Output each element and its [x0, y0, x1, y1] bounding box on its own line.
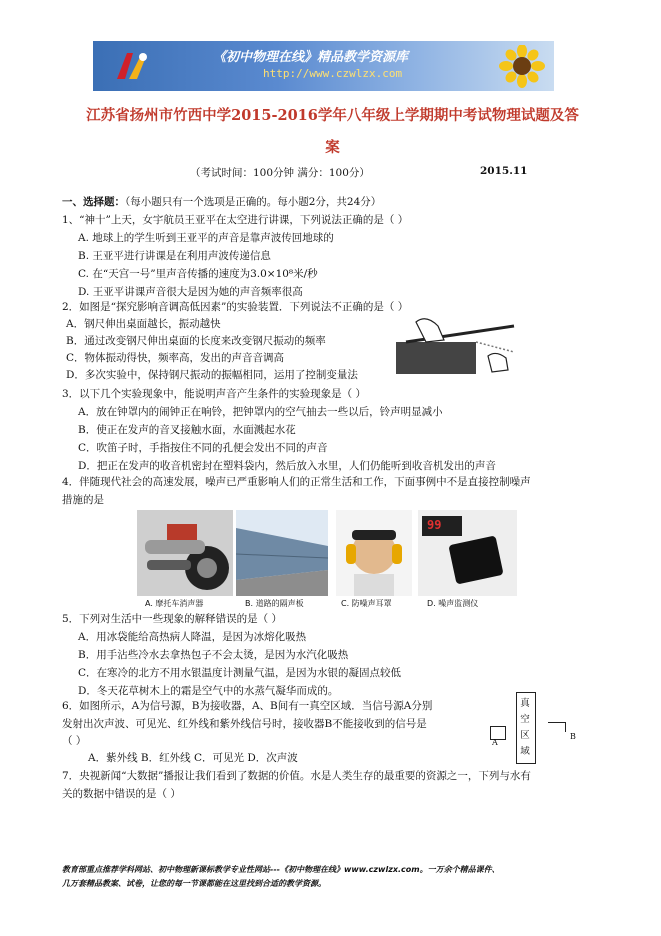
- vacuum-label-char: 域: [520, 746, 530, 757]
- exam-meta: [190, 165, 528, 180]
- q4-caption-b: B. 道路的隔声板: [245, 599, 304, 608]
- site-banner: [93, 41, 554, 91]
- vacuum-label-char: 真: [520, 698, 530, 709]
- q7-stem-line-2: 关的数据中错误的是（ ）: [62, 788, 181, 800]
- q1-option-c: C. 在“天宫一号”里声音传播的速度为3.0×10⁸米/秒: [78, 268, 318, 280]
- footer-line-1: 教育部重点推荐学科网站、初中物理新课标教学专业性网站---《初中物理在线》www.czwlzx.com。一万余个精品课件、: [62, 865, 500, 874]
- q3-option-a: A．放在钟罩内的闹钟正在响铃，把钟罩内的空气抽去一些以后，铃声明显减小: [78, 406, 443, 418]
- q4-caption-c: C. 防噪声耳罩: [341, 599, 392, 608]
- title-line-2: 案: [325, 139, 340, 156]
- vacuum-region-figure: [486, 692, 581, 766]
- banner-title: 《初中物理在线》精品教学资源库: [213, 50, 409, 65]
- q4-image-row: [137, 510, 517, 608]
- q2-option-c: C．物体振动得快，频率高，发出的声音音调高: [66, 352, 285, 364]
- q5-stem: 5．下列对生活中一些现象的解释错误的是（ ）: [62, 613, 283, 625]
- q3-option-d: D．把正在发声的收音机密封在塑料袋内，然后放入水里，人们仍能听到收音机发出的声音: [78, 460, 496, 472]
- vacuum-label-char: 空: [520, 714, 530, 725]
- title-line-1: 江苏省扬州市竹西中学2015-2016学年八年级上学期期中考试物理试题及答: [86, 107, 579, 124]
- vacuum-label-char: 区: [520, 730, 530, 741]
- receiver-b: [565, 722, 566, 732]
- q4-stem-line-2: 措施的是: [62, 494, 104, 506]
- section-heading-note: （每小题只有一个选项是正确的。每小题2分，共24分）: [125, 196, 382, 208]
- meter-reading: 99: [427, 518, 442, 532]
- footer-line-2: 几万套精品教案、试卷，让您的每一节课都能在这里找到合适的教学资源。: [62, 879, 326, 888]
- q4-caption-d: D. 噪声监测仪: [427, 599, 479, 608]
- q2-option-a: A．钢尺伸出桌面越长，振动越快: [66, 318, 221, 330]
- section-heading: [62, 194, 381, 210]
- q3-option-c: C．吹笛子时，手指按住不同的孔便会发出不同的声音: [78, 442, 328, 454]
- section-heading-label: 一、选择题：: [62, 196, 125, 208]
- q2-stem: 2．如图是“探究影响音调高低因素”的实验装置．下列说法不正确的是（ ）: [62, 301, 409, 313]
- road-sound-barrier-image: [236, 510, 328, 596]
- q4-caption-a: A. 摩托车消声器: [145, 599, 204, 608]
- q5-option-d: D．冬天花草树木上的霜是空气中的水蒸气凝华而成的。: [78, 685, 339, 697]
- q5-option-c: C．在寒冷的北方不用水银温度计测量气温，是因为水银的凝固点较低: [78, 667, 402, 679]
- q5-option-a: A．用冰袋能给高热病人降温，是因为冰熔化吸热: [78, 631, 307, 643]
- q6-options: A．紫外线 B．红外线 C．可见光 D．次声波: [88, 752, 298, 764]
- q3-option-b: B．使正在发声的音叉接触水面，水面溅起水花: [78, 424, 296, 436]
- motorcycle-muffler-image: [137, 510, 233, 596]
- exam-time-score: （考试时间：100分钟 满分：100分）: [190, 167, 370, 179]
- q1-option-d: D. 王亚平讲课声音很大是因为她的声音频率很高: [78, 286, 303, 298]
- q2-option-b: B．通过改变钢尺伸出桌面的长度来改变钢尺振动的频率: [66, 335, 326, 347]
- label-b: B: [570, 732, 576, 741]
- q7-stem-line-1: 7．央视新闻“大数据”播报让我们看到了数据的价值。水是人类生存的最重要的资源之一，下列与水有: [62, 770, 531, 782]
- ruler-vibration-figure: [396, 312, 516, 374]
- exam-date: 2015.11: [480, 165, 528, 177]
- q1-option-a: A. 地球上的学生听到王亚平的声音是靠声波传回地球的: [78, 232, 334, 244]
- document-title: [60, 100, 605, 164]
- vacuum-label: [518, 696, 532, 760]
- q6-stem-line-1: 6．如图所示，A为信号源，B为接收器，A、B间有一真空区域．当信号源A分别: [62, 700, 433, 712]
- q5-option-b: B．用手沾些冷水去拿热包子不会太烫，是因为水汽化吸热: [78, 649, 349, 661]
- site-logo-icon: [113, 49, 153, 83]
- sunflower-icon: [498, 45, 546, 89]
- q1-stem: 1、“神十”上天，女宇航员王亚平在太空进行讲课，下列说法正确的是（ ）: [62, 214, 409, 226]
- label-a: A: [492, 738, 498, 747]
- q2-option-d: D．多次实验中，保持钢尺振动的振幅相同，运用了控制变量法: [66, 369, 358, 381]
- q4-stem-line-1: 4．伴随现代社会的高速发展，噪声已严重影响人们的正常生活和工作，下面事例中不是直接控制噪声: [62, 476, 531, 488]
- banner-url[interactable]: http://www.czwlzx.com: [263, 67, 403, 80]
- q1-option-b: B. 王亚平进行讲课是在利用声波传递信息: [78, 250, 271, 262]
- q3-stem: 3．以下几个实验现象中，能说明声音产生条件的实验现象是（ ）: [62, 388, 367, 400]
- q6-stem-line-2: 发射出次声波、可见光、红外线和紫外线信号时，接收器B不能接收到的信号是: [62, 718, 427, 730]
- q6-paren: （ ）: [62, 735, 87, 747]
- ear-protector-image: [336, 510, 412, 596]
